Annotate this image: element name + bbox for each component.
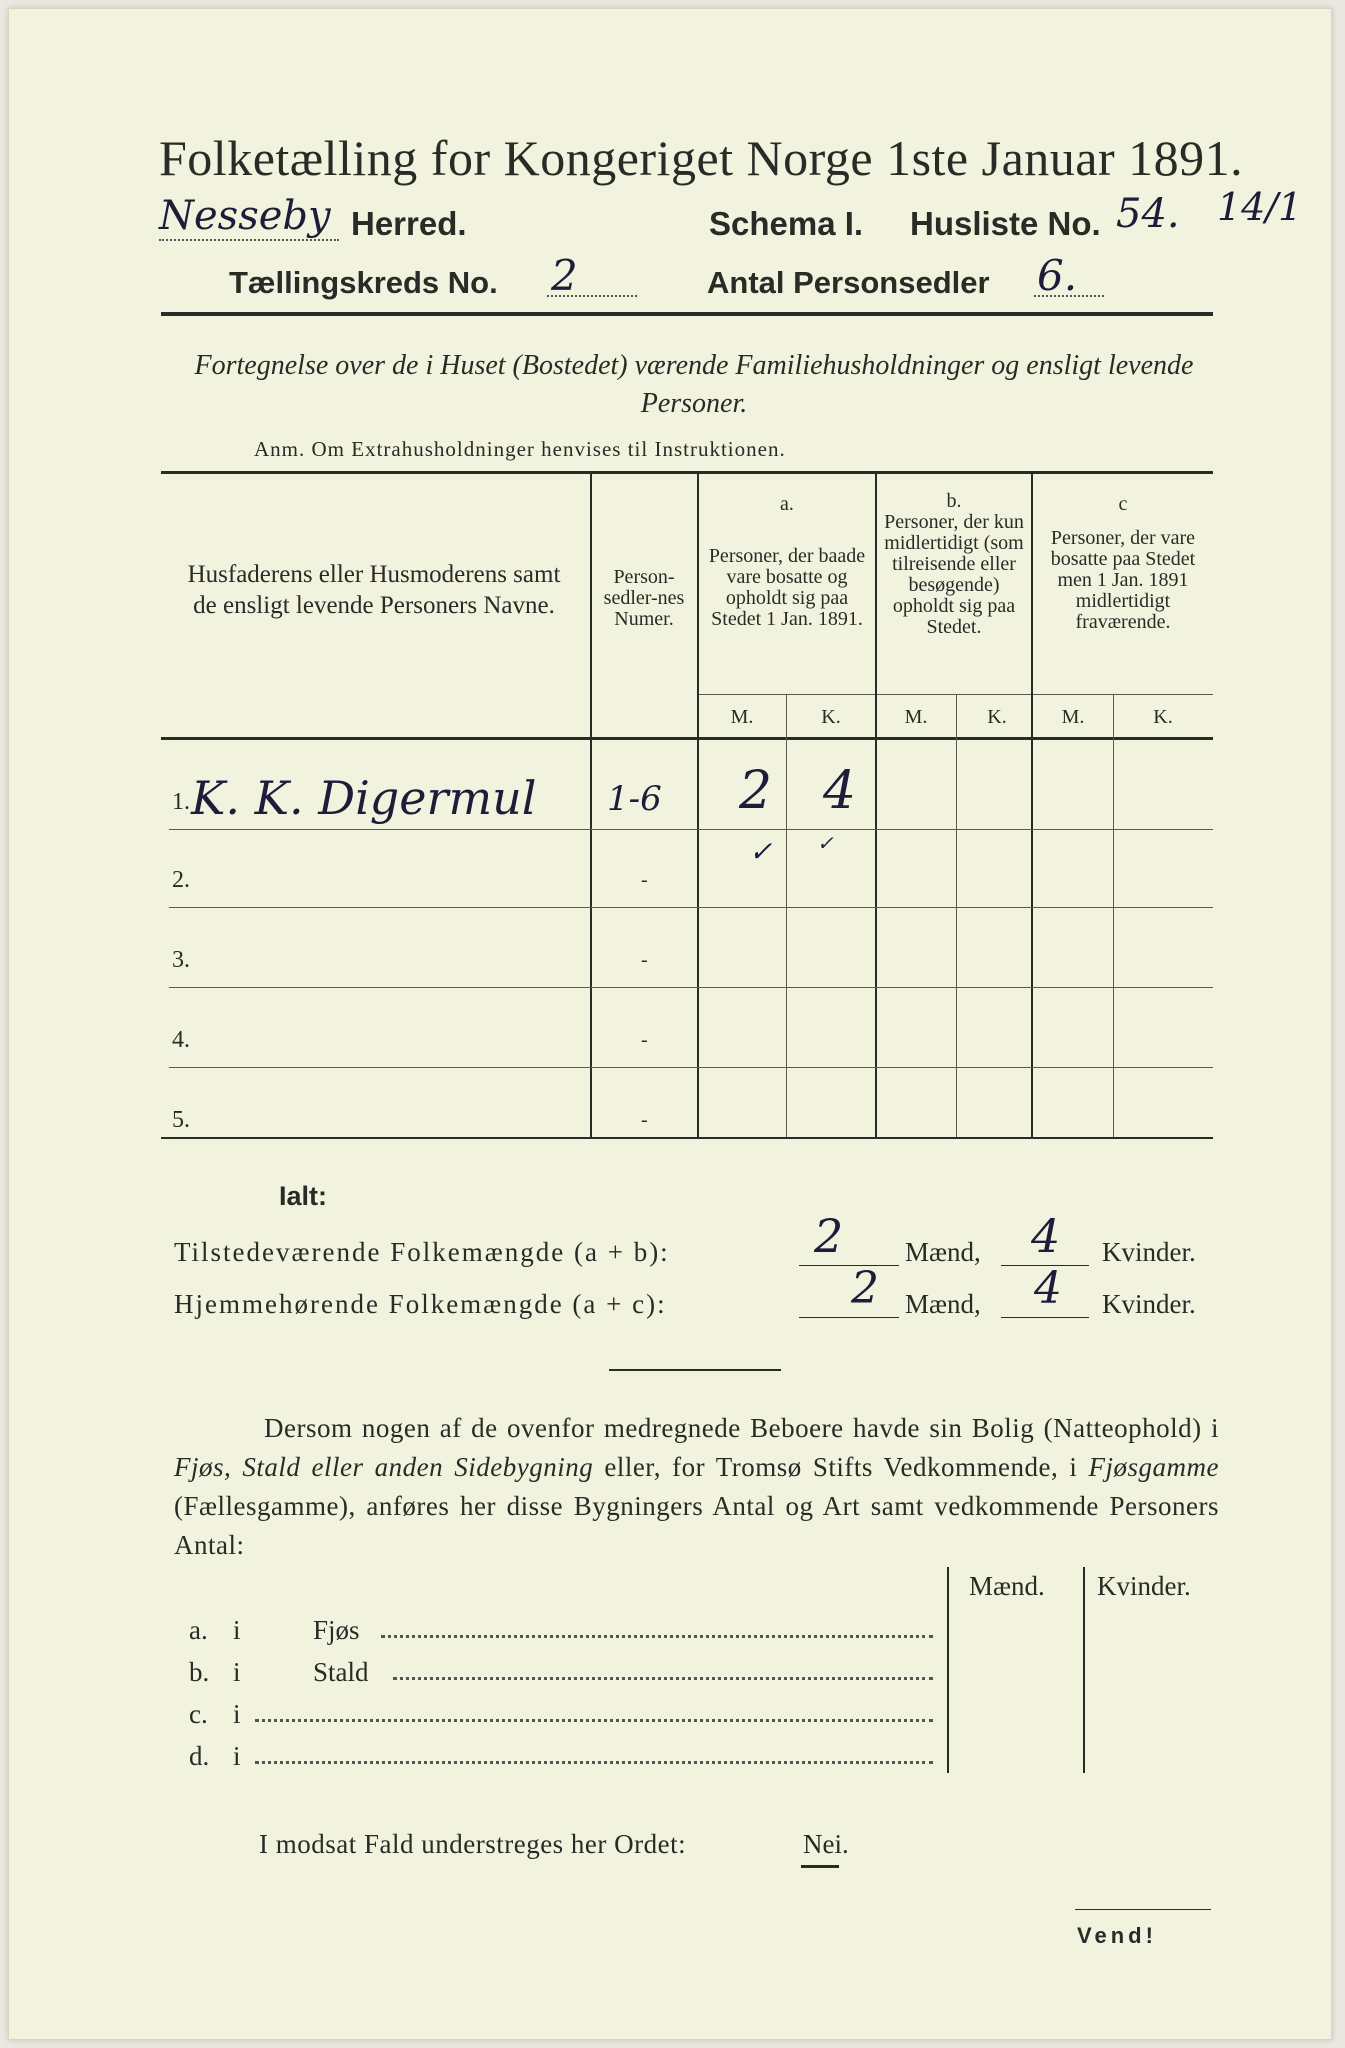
item-letter: c. [189,1699,208,1729]
buildings-kvinder-header: Kvinder. [1097,1571,1191,1601]
para-part-5: (Fællesgamme), anføres her disse Bygningers Antal og Art samt vedkommende Personers Antal: [174,1491,1219,1560]
hjemme-label: Hjemmehørende Folkemængde (a + c): [174,1289,667,1319]
col-header-a-letter: a. [780,493,794,515]
sedler-numer: 1-6 [607,779,662,819]
kreds-dots [547,295,637,297]
buildings-divider-1 [947,1567,949,1773]
a-m-check: ✓ [749,835,773,868]
herred-row [159,185,1303,255]
item-i: i [233,1741,241,1771]
a-k-value: 4 [823,761,857,821]
tilstede-m-line [799,1265,899,1266]
table-top-rule [161,471,1213,474]
hjemme-k-line [1001,1317,1089,1318]
col-header-numer: Person-sedler-nes Numer. [603,566,685,630]
col-header-a: Personer, der baade vare bosatte og opholdt sig paa Stedet 1 Jan. 1891. [708,545,866,630]
col-divider-4 [1031,473,1033,1139]
tilstede-maend: Mænd, [905,1237,981,1267]
kreds-row [229,251,1229,315]
table-bottom-rule [161,1137,1213,1139]
sedler-numer: - [641,1109,648,1131]
col-divider-3 [875,473,877,1139]
item-i: i [233,1615,241,1645]
col-divider-2 [697,473,699,1139]
kreds-no: 2 [551,251,578,300]
separator-rule [609,1369,781,1371]
hjemme-m: 2 [851,1263,879,1314]
c-m-label: M. [1061,706,1085,728]
vend-label: Vend! [1077,1923,1157,1948]
a-m-label: M. [730,706,754,728]
row-number: 1. [172,789,190,815]
row-rule-2 [169,907,1213,908]
schema-label: Schema I. [709,205,864,242]
sedler-numer: - [641,949,648,971]
para-part-4: Fjøsgamme [1088,1452,1219,1482]
row-rule-3 [169,987,1213,988]
corner-note: 14/1 [1217,185,1303,229]
modsat-text: I modsat Fald understreges her Ordet: [259,1829,687,1859]
item-letter: a. [189,1615,208,1645]
a-m-value: 2 [739,761,773,821]
col-header-b-letter: b. [946,490,962,512]
item-label: Fjøs [313,1615,360,1645]
para-part-1: Dersom nogen af de ovenfor medregnede Beboere havde sin Bolig (Natteophold) i [264,1413,1219,1443]
antal-value: 6. [1037,251,1078,300]
tilstede-kvinder: Kvinder. [1102,1237,1196,1267]
hjemme-kvinder: Kvinder. [1102,1289,1196,1319]
sedler-numer: - [641,869,648,891]
row-number: 3. [172,947,190,973]
item-i: i [233,1657,241,1687]
tilstede-m: 2 [814,1209,844,1263]
row-rule-1 [169,829,1213,830]
husliste-no: 54. [1116,191,1180,237]
para-part-2: Fjøs, Stald eller anden Sidebygning [174,1452,594,1482]
a-k-check: ✓ [817,831,834,855]
tilstede-label: Tilstedeværende Folkemængde (a + b): [174,1237,670,1267]
anm-note: Anm. Om Extrahusholdninger henvises til Instruktionen. [254,437,786,461]
item-dots [381,1635,933,1638]
hjemme-row [174,1289,667,1320]
nei-underline [801,1865,839,1868]
ialt-label: Ialt: [279,1181,328,1211]
c-mk-divider [1113,695,1114,1139]
form-title: Folketælling for Kongeriget Norge 1ste Januar 1891. [159,130,1244,186]
item-dots [393,1677,933,1680]
row-rule-4 [169,1067,1213,1068]
tilstede-row [174,1237,670,1268]
hjemme-m-line [799,1317,899,1318]
householder-name: K. K. Digermul [191,771,537,825]
buildings-divider-2 [1083,1567,1085,1773]
c-k-label: K. [1153,706,1173,728]
para-part-3: eller, for Tromsø Stifts Vedkommende, i [593,1452,1089,1482]
row-number: 2. [172,867,190,893]
intro-text: Fortegnelse over de i Huset (Bostedet) værende Familiehusholdninger og ensligt levende Personer. [194,350,1194,419]
item-letter: d. [189,1741,210,1771]
antal-dots [1034,295,1104,297]
item-i: i [233,1699,241,1729]
buildings-maend-header: Mænd. [969,1571,1045,1601]
col-header-c: Personer, der vare bosatte paa Stedet men 1 Jan. 1891 midlertidigt fraværende. [1050,527,1196,633]
a-sub-rule [699,694,875,695]
row-number: 4. [172,1027,190,1053]
census-form [8,8,1332,2040]
b-sub-rule [877,694,1031,695]
a-k-label: K. [821,706,841,728]
instruction-paragraph [174,1409,1219,1565]
table-header-rule [161,737,1213,740]
b-k-label: K. [987,706,1007,728]
tilstede-k: 4 [1031,1209,1061,1263]
col-header-b: Personer, der kun midlertidigt (som tilreisende eller besøgende) opholdt sig paa Stedet. [884,511,1024,638]
herred-dots [159,239,339,241]
kreds-label: Tællingskreds No. [229,265,498,300]
antal-label: Antal Personsedler [707,265,990,300]
nei-word: Nei. [803,1829,849,1859]
hjemme-maend: Mænd, [905,1289,981,1319]
col-header-names: Husfaderens eller Husmoderens samt de ensligt levende Personers Navne. [187,561,561,619]
hjemme-k: 4 [1034,1263,1062,1314]
husliste-label: Husliste No. [910,205,1101,242]
vend-rule [1075,1909,1211,1910]
col-header-c-letter: c [1118,493,1128,515]
row-number: 5. [172,1107,190,1133]
item-letter: b. [189,1657,210,1687]
c-sub-rule [1033,694,1213,695]
herred-name: Nesseby [159,193,331,239]
sedler-numer: - [641,1029,648,1051]
col-divider-1 [590,473,592,1139]
b-m-label: M. [904,706,928,728]
herred-label: Herred. [351,205,467,242]
item-label: Stald [313,1657,369,1687]
item-dots [255,1719,933,1722]
header-rule [161,312,1213,316]
a-mk-divider [786,695,787,1139]
b-mk-divider [956,695,957,1139]
item-dots [255,1761,933,1764]
